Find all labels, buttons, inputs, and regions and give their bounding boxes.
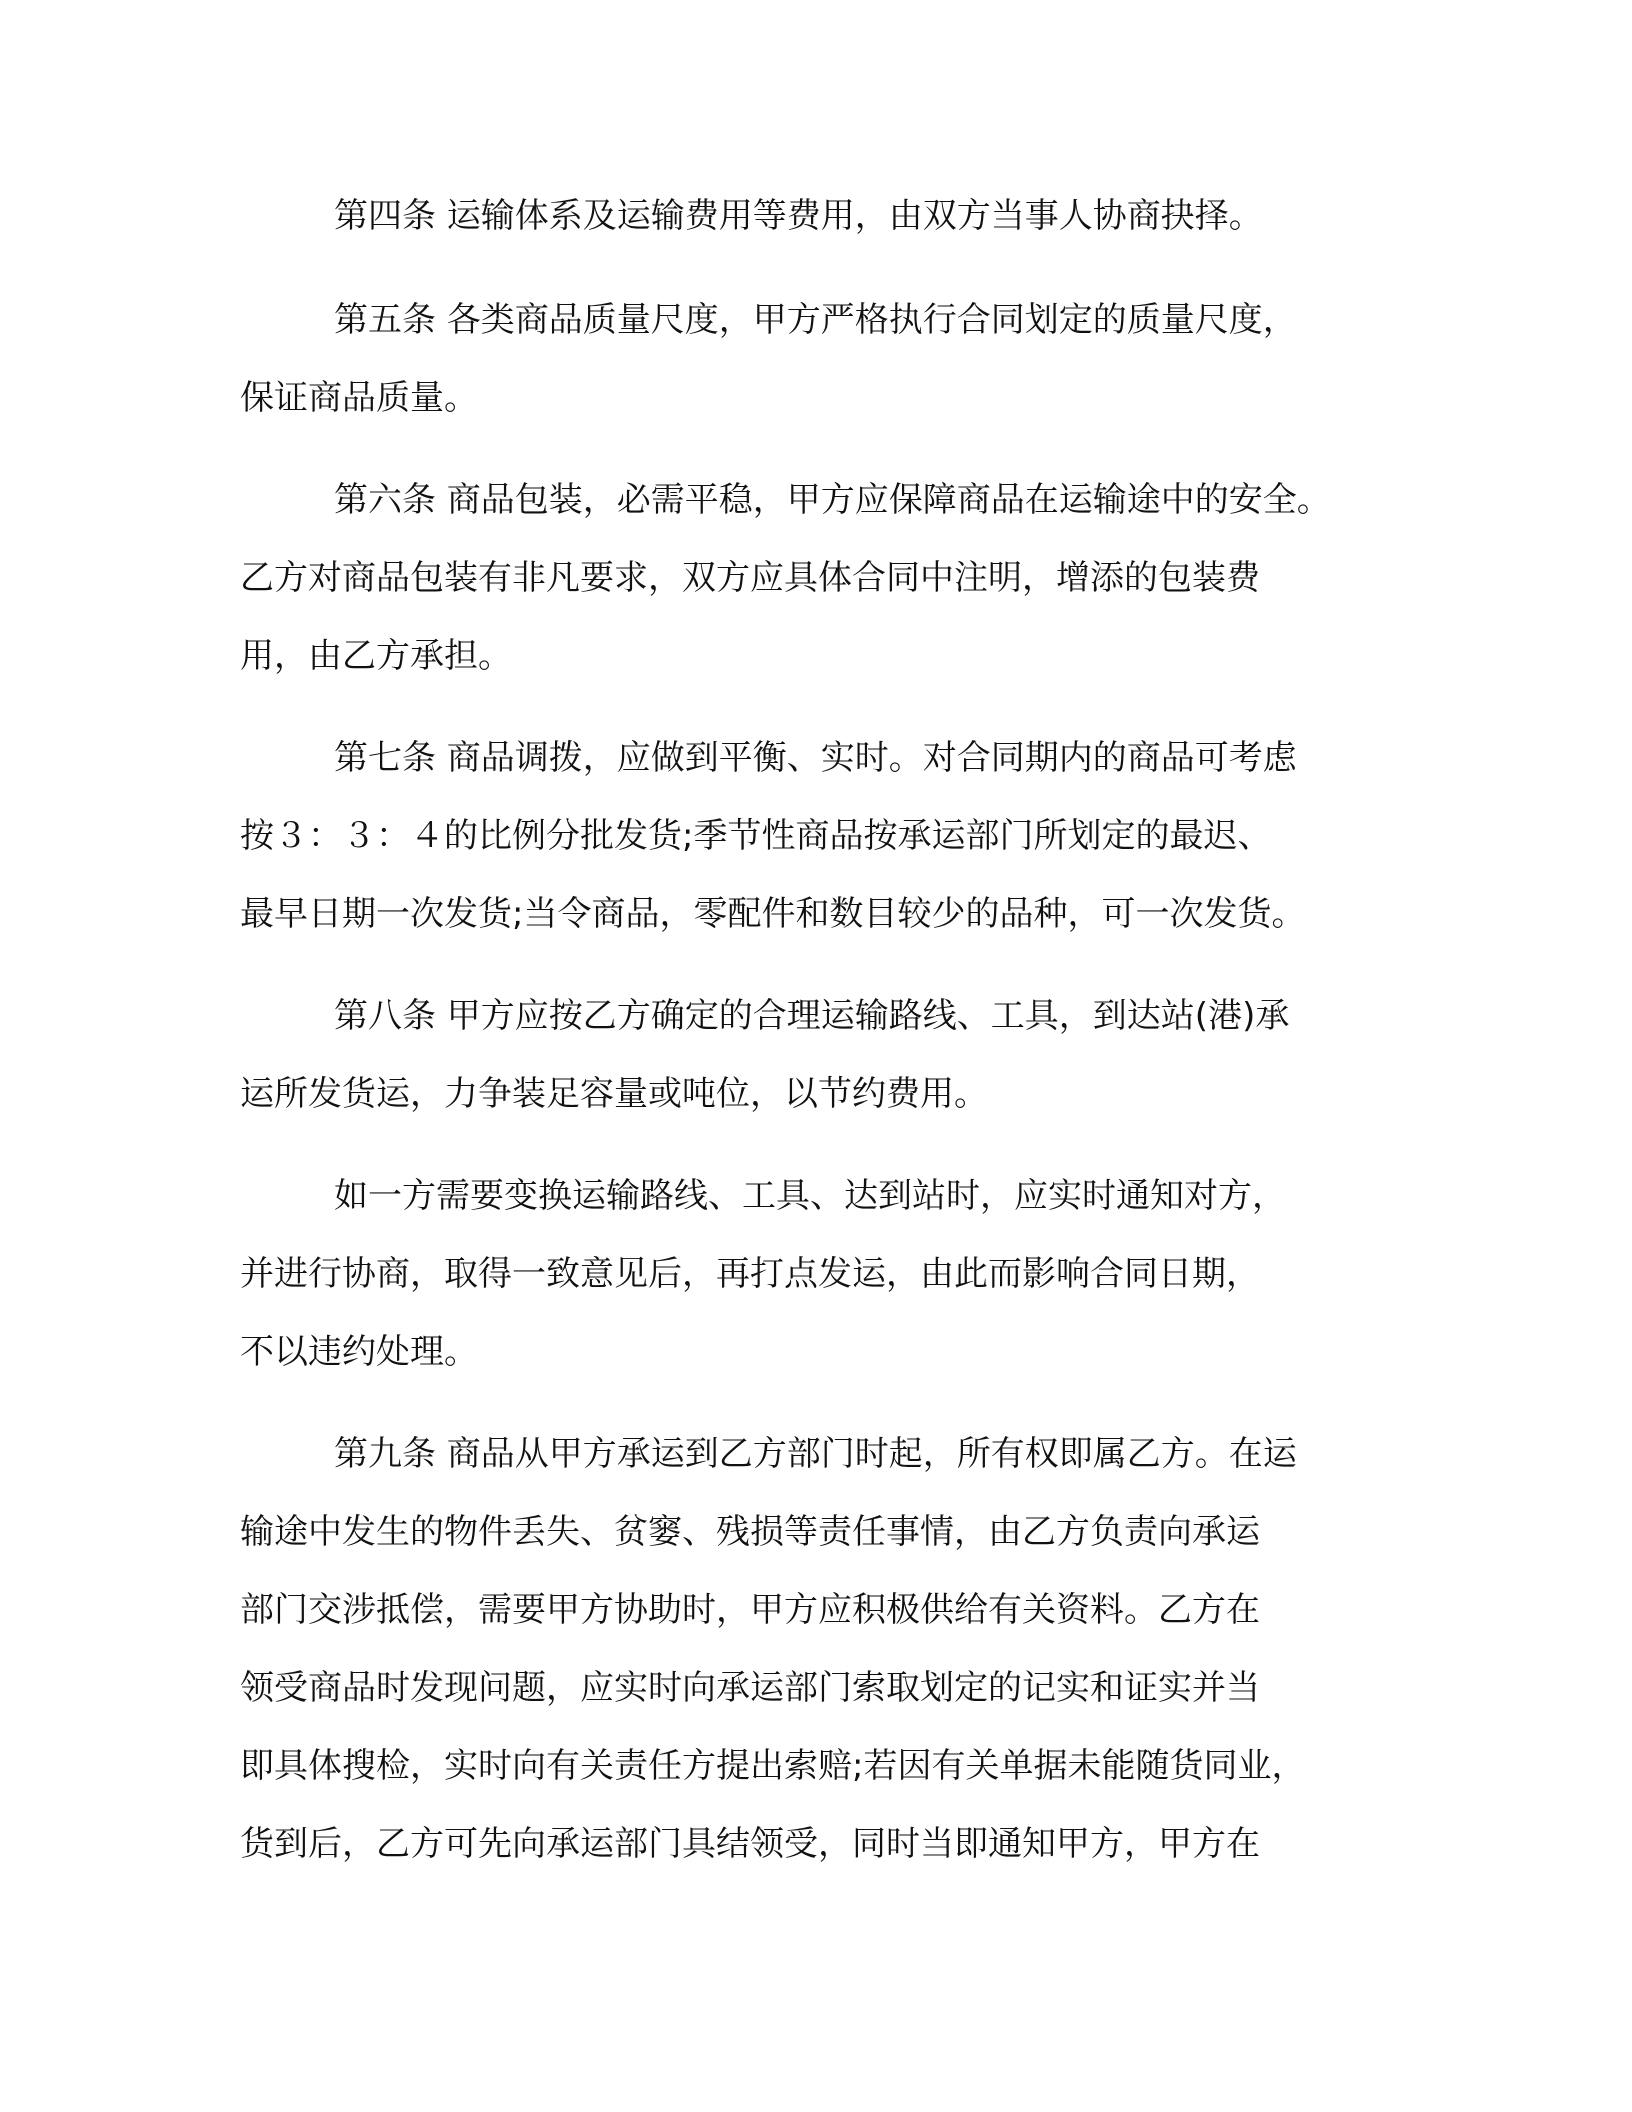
paragraph-line: 即具体搜检，实时向有关责任方提出索赔;若因有关单据未能随货同业， xyxy=(240,1746,1306,1786)
paragraph-line: 运所发货运，力争装足容量或吨位，以节约费用。 xyxy=(240,1074,988,1114)
paragraph-line: 第六条 商品包装，必需平稳，甲方应保障商品在运输途中的安全。 xyxy=(334,480,1331,520)
paragraph-line: 第八条 甲方应按乙方确定的合理运输路线、工具，到达站(港)承 xyxy=(334,996,1290,1036)
paragraph-line: 用，由乙方承担。 xyxy=(240,636,512,676)
paragraph-line: 输途中发生的物件丢失、贫窭、残损等责任事情，由乙方负责向承运 xyxy=(240,1512,1260,1552)
paragraph-line: 不以违约处理。 xyxy=(240,1332,478,1372)
paragraph-line: 乙方对商品包装有非凡要求，双方应具体合同中注明，增添的包装费 xyxy=(240,558,1260,598)
paragraph-line: 按３：３：４的比例分批发货;季节性商品按承运部门所划定的最迟、 xyxy=(240,816,1272,856)
paragraph-line: 保证商品质量。 xyxy=(240,378,478,418)
paragraph-line: 第五条 各类商品质量尺度，甲方严格执行合同划定的质量尺度， xyxy=(334,300,1297,340)
paragraph-line: 部门交涉抵偿，需要甲方协助时，甲方应积极供给有关资料。乙方在 xyxy=(240,1590,1260,1630)
paragraph-line: 第九条 商品从甲方承运到乙方部门时起，所有权即属乙方。在运 xyxy=(334,1434,1297,1474)
paragraph-line: 如一方需要变换运输路线、工具、达到站时，应实时通知对方， xyxy=(334,1176,1286,1216)
paragraph-line: 领受商品时发现问题，应实时向承运部门索取划定的记实和证实并当 xyxy=(240,1668,1260,1708)
paragraph-line: 并进行协商，取得一致意见后，再打点发运，由此而影响合同日期， xyxy=(240,1254,1260,1294)
paragraph-line: 最早日期一次发货;当令商品，零配件和数目较少的品种，可一次发货。 xyxy=(240,894,1306,934)
paragraph-line: 第七条 商品调拨，应做到平衡、实时。对合同期内的商品可考虑 xyxy=(334,738,1297,778)
paragraph-line: 货到后，乙方可先向承运部门具结领受，同时当即通知甲方，甲方在 xyxy=(240,1824,1260,1864)
paragraph-line: 第四条 运输体系及运输费用等费用，由双方当事人协商抉择。 xyxy=(334,196,1263,236)
